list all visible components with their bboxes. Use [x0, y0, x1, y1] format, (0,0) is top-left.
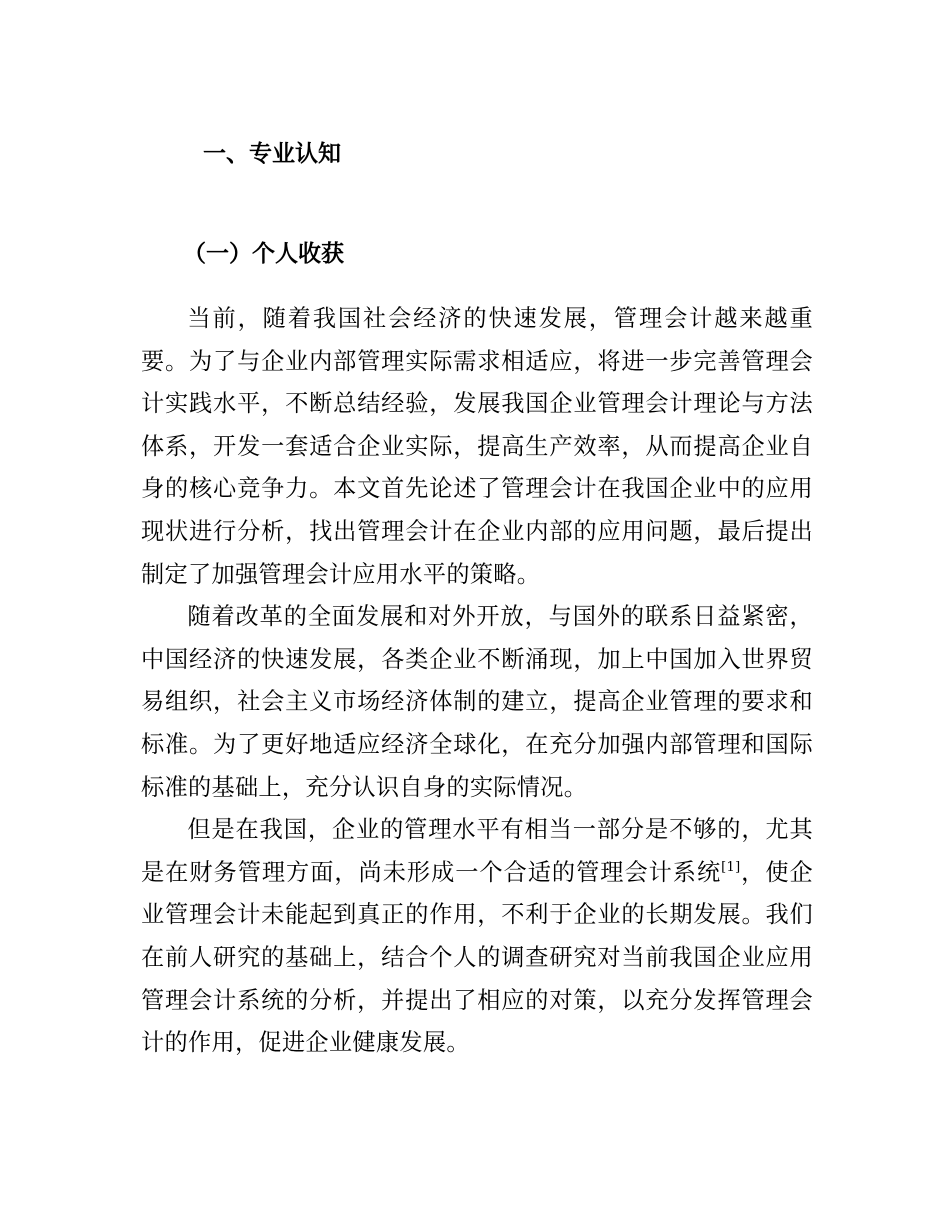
paragraph-2: 随着改革的全面发展和对外开放，与国外的联系日益紧密，中国经济的快速发展，各类企业不断涌现，加上中国加入世界贸易组织，社会主义市场经济体制的建立，提高企业管理的要求和标准。为了更好地适应经济全球化，在充分加强内部管理和国际标准的基础上，充分认识自身的实际情况。 — [141, 603, 813, 801]
paragraph-3-text-after-citation: ，使企业管理会计未能起到真正的作用，不利于企业的长期发展。我们在前人研究的基础上，结合个人的调查研究对当前我国企业应用管理会计系统的分析，并提出了相应的对策，以充分发挥管理会计的作用，促进企业健康发展。 — [141, 858, 814, 1057]
body-text — [141, 298, 813, 1065]
citation-marker: [1] — [721, 859, 741, 875]
subsection-heading: （一）个人收获 — [183, 241, 344, 267]
section-heading: 一、专业认知 — [203, 141, 341, 167]
paragraph-1: 当前，随着我国社会经济的快速发展，管理会计越来越重要。为了与企业内部管理实际需求相适应，将进一步完善管理会计实践水平，不断总结经验，发展我国企业管理会计理论与方法体系，开发一套适合企业实际，提高生产效率，从而提高企业自身的核心竞争力。本文首先论述了管理会计在我国企业中的应用现状进行分析，找出管理会计在企业内部的应用问题，最后提出制定了加强管理会计应用水平的策略。 — [141, 305, 813, 588]
paragraph-3-text-before-citation: 但是在我国，企业的管理水平有相当一部分是不够的，尤其是在财务管理方面，尚未形成一个合适的管理会计系统 — [141, 816, 813, 886]
paragraph-3 — [141, 809, 813, 1065]
